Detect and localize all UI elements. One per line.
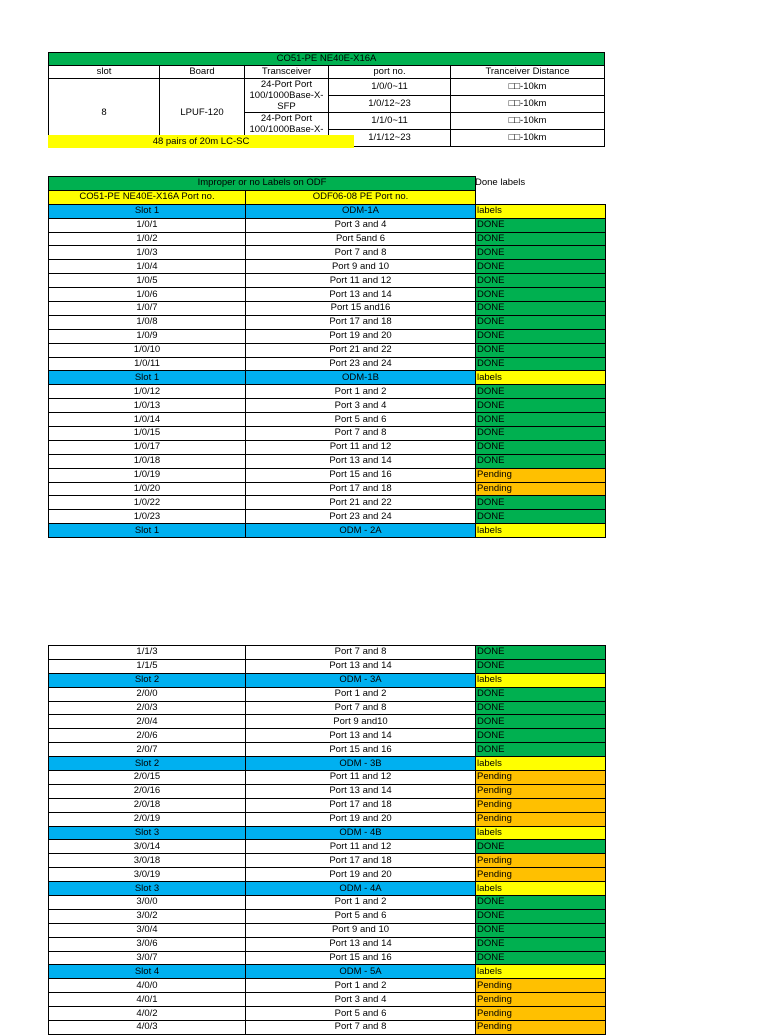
transceiver-value: 24-Port Port 100/1000Base-X- bbox=[245, 113, 329, 147]
port-no-cell: 1/0/2 bbox=[49, 232, 246, 246]
port-no-cell: Slot 1 bbox=[49, 371, 246, 385]
port-no-cell: 1/0/8 bbox=[49, 315, 246, 329]
odf-port-cell: Port 23 and 24 bbox=[246, 357, 476, 371]
status-cell: DONE bbox=[476, 440, 606, 454]
status-cell: DONE bbox=[476, 715, 606, 729]
status-cell: DONE bbox=[476, 510, 606, 524]
status-cell: DONE bbox=[476, 315, 606, 329]
table-row bbox=[49, 923, 606, 937]
table-row bbox=[49, 784, 606, 798]
odf-port-cell: Port 13 and 14 bbox=[246, 659, 476, 673]
odf-port-cell: ODM - 3B bbox=[246, 757, 476, 771]
status-cell: DONE bbox=[476, 923, 606, 937]
table-row bbox=[49, 399, 606, 413]
status-cell: labels bbox=[476, 965, 606, 979]
port-no-cell: Slot 3 bbox=[49, 882, 246, 896]
port-no-cell: 1/0/7 bbox=[49, 302, 246, 316]
table-row bbox=[49, 659, 606, 673]
table-row bbox=[49, 482, 606, 496]
table-row bbox=[49, 1007, 606, 1021]
table-row bbox=[49, 232, 606, 246]
status-cell: labels bbox=[476, 673, 606, 687]
table-row bbox=[49, 315, 606, 329]
done-labels-header: Done labels bbox=[475, 177, 526, 188]
port-no-cell: 1/0/3 bbox=[49, 246, 246, 260]
status-cell: labels bbox=[476, 371, 606, 385]
port-no-cell: 3/0/0 bbox=[49, 896, 246, 910]
pairs-note: 48 pairs of 20m LC-SC bbox=[48, 135, 354, 148]
header-board: Board bbox=[160, 66, 245, 79]
table-row bbox=[49, 329, 606, 343]
header-transceiver: Transceiver bbox=[245, 66, 329, 79]
port-no-cell: 1/0/9 bbox=[49, 329, 246, 343]
table-row bbox=[49, 743, 606, 757]
status-cell: DONE bbox=[476, 454, 606, 468]
port-no-cell: 4/0/3 bbox=[49, 1021, 246, 1035]
port-no-cell: Slot 2 bbox=[49, 757, 246, 771]
slot-value: 8 bbox=[49, 79, 160, 147]
transceiver-table-title: CO51-PE NE40E-X16A bbox=[49, 53, 605, 66]
odf-port-cell: Port 13 and 14 bbox=[246, 288, 476, 302]
status-cell: DONE bbox=[476, 343, 606, 357]
slot-header-row bbox=[49, 673, 606, 687]
port-no-cell: 1/0/14 bbox=[49, 413, 246, 427]
port-no-cell: 3/0/19 bbox=[49, 868, 246, 882]
status-cell: DONE bbox=[476, 288, 606, 302]
table-row bbox=[49, 854, 606, 868]
transceiver-table bbox=[48, 52, 605, 147]
table-row bbox=[49, 510, 606, 524]
slot-header-row bbox=[49, 524, 606, 538]
status-cell: labels bbox=[476, 757, 606, 771]
odf-port-cell: Port 21 and 22 bbox=[246, 496, 476, 510]
status-cell: DONE bbox=[476, 246, 606, 260]
port-no-cell: Slot 1 bbox=[49, 524, 246, 538]
status-cell: Pending bbox=[476, 993, 606, 1007]
port-no-cell: 3/0/6 bbox=[49, 937, 246, 951]
odf-port-cell: Port 5 and 6 bbox=[246, 909, 476, 923]
table-row bbox=[49, 357, 606, 371]
table-row bbox=[49, 951, 606, 965]
header-port-no: port no. bbox=[329, 66, 451, 79]
status-cell: DONE bbox=[476, 232, 606, 246]
slot-header-row bbox=[49, 965, 606, 979]
status-cell: DONE bbox=[476, 302, 606, 316]
status-cell: labels bbox=[476, 826, 606, 840]
odf-port-cell: Port 7 and 8 bbox=[246, 701, 476, 715]
odf-table-title: Improper or no Labels on ODF bbox=[49, 177, 476, 191]
port-no-cell: 2/0/7 bbox=[49, 743, 246, 757]
table-row bbox=[49, 468, 606, 482]
odf-port-cell: Port 11 and 12 bbox=[246, 771, 476, 785]
odf-port-cell: Port 17 and 18 bbox=[246, 798, 476, 812]
odf-port-cell: ODM-1A bbox=[246, 204, 476, 218]
status-cell: Pending bbox=[476, 868, 606, 882]
port-no-cell: 3/0/4 bbox=[49, 923, 246, 937]
port-no-cell: 1/0/13 bbox=[49, 399, 246, 413]
odf-port-cell: Port 9 and 10 bbox=[246, 260, 476, 274]
port-no-cell: 1/0/18 bbox=[49, 454, 246, 468]
status-cell: DONE bbox=[476, 937, 606, 951]
table-row bbox=[49, 260, 606, 274]
port-no-cell: 2/0/18 bbox=[49, 798, 246, 812]
port-no-cell: 1/0/22 bbox=[49, 496, 246, 510]
port-range: 1/0/0~11 bbox=[329, 79, 451, 96]
odf-port-cell: Port 11 and 12 bbox=[246, 440, 476, 454]
port-no-cell: 1/0/20 bbox=[49, 482, 246, 496]
table-row bbox=[49, 715, 606, 729]
status-cell: DONE bbox=[476, 701, 606, 715]
odf-port-cell: Port 13 and 14 bbox=[246, 729, 476, 743]
table-row bbox=[49, 413, 606, 427]
odf-port-cell: Port 19 and 20 bbox=[246, 329, 476, 343]
status-cell: DONE bbox=[476, 357, 606, 371]
status-cell: DONE bbox=[476, 329, 606, 343]
port-no-cell: 2/0/4 bbox=[49, 715, 246, 729]
odf-port-cell: ODM-1B bbox=[246, 371, 476, 385]
status-cell: Pending bbox=[476, 1007, 606, 1021]
odf-label-table bbox=[48, 176, 606, 538]
table-row bbox=[49, 896, 606, 910]
port-no-cell: Slot 4 bbox=[49, 965, 246, 979]
header-distance: Tranceiver Distance bbox=[451, 66, 605, 79]
odf-port-cell: Port 13 and 14 bbox=[246, 937, 476, 951]
table-row bbox=[49, 798, 606, 812]
table-row bbox=[49, 937, 606, 951]
odf-port-cell: Port 17 and 18 bbox=[246, 315, 476, 329]
table-row bbox=[49, 427, 606, 441]
table-row bbox=[49, 812, 606, 826]
status-cell: labels bbox=[476, 204, 606, 218]
port-no-cell: 4/0/2 bbox=[49, 1007, 246, 1021]
table-row bbox=[49, 868, 606, 882]
odf-port-cell: Port 19 and 20 bbox=[246, 868, 476, 882]
odf-port-cell: Port 9 and 10 bbox=[246, 923, 476, 937]
table-row bbox=[49, 302, 606, 316]
table-row bbox=[49, 288, 606, 302]
status-cell: Pending bbox=[476, 798, 606, 812]
odf-port-cell: ODM - 2A bbox=[246, 524, 476, 538]
table-row bbox=[49, 246, 606, 260]
port-no-cell: 1/0/15 bbox=[49, 427, 246, 441]
table-row bbox=[49, 440, 606, 454]
odf-port-cell: Port 13 and 14 bbox=[246, 454, 476, 468]
odf-port-cell: Port 1 and 2 bbox=[246, 385, 476, 399]
table-row bbox=[49, 1021, 606, 1035]
port-no-cell: 3/0/2 bbox=[49, 909, 246, 923]
port-no-cell: Slot 2 bbox=[49, 673, 246, 687]
table-row bbox=[49, 496, 606, 510]
odf-port-cell: Port 3 and 4 bbox=[246, 993, 476, 1007]
status-cell: DONE bbox=[476, 385, 606, 399]
port-no-cell: 1/0/12 bbox=[49, 385, 246, 399]
table-row bbox=[49, 385, 606, 399]
table-row bbox=[49, 729, 606, 743]
status-cell: DONE bbox=[476, 896, 606, 910]
status-cell: DONE bbox=[476, 687, 606, 701]
status-cell: DONE bbox=[476, 646, 606, 660]
board-value: LPUF-120 bbox=[160, 79, 245, 147]
distance-value: □□-10km bbox=[451, 113, 605, 130]
status-cell: Pending bbox=[476, 854, 606, 868]
port-no-cell: 4/0/1 bbox=[49, 993, 246, 1007]
status-cell: DONE bbox=[476, 496, 606, 510]
odf-port-cell: Port 11 and 12 bbox=[246, 840, 476, 854]
status-cell: DONE bbox=[476, 218, 606, 232]
port-no-cell: 2/0/16 bbox=[49, 784, 246, 798]
odf-port-cell: Port 15 and 16 bbox=[246, 951, 476, 965]
port-no-cell: 3/0/18 bbox=[49, 854, 246, 868]
port-range: 1/1/0~11 bbox=[329, 113, 451, 130]
slot-header-row bbox=[49, 826, 606, 840]
port-no-cell: 2/0/3 bbox=[49, 701, 246, 715]
odf-port-cell: Port 1 and 2 bbox=[246, 896, 476, 910]
odf-port-cell: ODM - 3A bbox=[246, 673, 476, 687]
slot-header-row bbox=[49, 882, 606, 896]
slot-header-row bbox=[49, 204, 606, 218]
port-no-cell: 2/0/6 bbox=[49, 729, 246, 743]
status-cell: DONE bbox=[476, 743, 606, 757]
table-row bbox=[49, 979, 606, 993]
port-no-cell: 1/0/4 bbox=[49, 260, 246, 274]
status-cell: Pending bbox=[476, 979, 606, 993]
odf-label-table-2 bbox=[48, 645, 606, 1035]
port-no-cell: 2/0/15 bbox=[49, 771, 246, 785]
odf-port-cell: Port 19 and 20 bbox=[246, 812, 476, 826]
slot-header-row bbox=[49, 371, 606, 385]
status-cell: Pending bbox=[476, 812, 606, 826]
status-cell: Pending bbox=[476, 482, 606, 496]
odf-port-cell: Port 5 and 6 bbox=[246, 1007, 476, 1021]
table-row bbox=[49, 687, 606, 701]
status-cell: DONE bbox=[476, 399, 606, 413]
status-cell: DONE bbox=[476, 729, 606, 743]
odf-port-cell: Port 23 and 24 bbox=[246, 510, 476, 524]
odf-port-cell: Port 1 and 2 bbox=[246, 687, 476, 701]
port-no-cell: 4/0/0 bbox=[49, 979, 246, 993]
status-cell: Pending bbox=[476, 784, 606, 798]
table-row bbox=[49, 993, 606, 1007]
odf-port-cell: Port 7 and 8 bbox=[246, 246, 476, 260]
table-row bbox=[49, 218, 606, 232]
port-range: 1/0/12~23 bbox=[329, 96, 451, 113]
port-no-cell: 1/0/10 bbox=[49, 343, 246, 357]
odf-port-cell: Port 3 and 4 bbox=[246, 218, 476, 232]
port-no-cell: 1/0/5 bbox=[49, 274, 246, 288]
port-no-cell: 1/1/3 bbox=[49, 646, 246, 660]
header-slot: slot bbox=[49, 66, 160, 79]
odf-port-cell: Port 7 and 8 bbox=[246, 427, 476, 441]
status-cell: DONE bbox=[476, 659, 606, 673]
odf-port-cell: Port 5and 6 bbox=[246, 232, 476, 246]
status-cell: Pending bbox=[476, 468, 606, 482]
distance-value: □□-10km bbox=[451, 96, 605, 113]
port-no-cell: Slot 1 bbox=[49, 204, 246, 218]
odf-port-cell: Port 17 and 18 bbox=[246, 482, 476, 496]
table-row bbox=[49, 701, 606, 715]
status-cell: DONE bbox=[476, 427, 606, 441]
status-cell: DONE bbox=[476, 413, 606, 427]
odf-port-cell: Port 5 and 6 bbox=[246, 413, 476, 427]
distance-value: □□-10km bbox=[451, 79, 605, 96]
port-no-cell: 1/0/1 bbox=[49, 218, 246, 232]
port-no-cell: 1/0/23 bbox=[49, 510, 246, 524]
odf-port-cell: ODM - 4B bbox=[246, 826, 476, 840]
odf-port-cell: Port 7 and 8 bbox=[246, 1021, 476, 1035]
status-cell: DONE bbox=[476, 909, 606, 923]
port-no-cell: 1/0/6 bbox=[49, 288, 246, 302]
status-cell: labels bbox=[476, 524, 606, 538]
port-no-cell: 1/0/19 bbox=[49, 468, 246, 482]
port-no-cell: 1/1/5 bbox=[49, 659, 246, 673]
odf-port-cell: Port 7 and 8 bbox=[246, 646, 476, 660]
status-cell: DONE bbox=[476, 274, 606, 288]
odf-port-cell: Port 17 and 18 bbox=[246, 854, 476, 868]
port-no-cell: 3/0/7 bbox=[49, 951, 246, 965]
port-no-cell: Slot 3 bbox=[49, 826, 246, 840]
slot-header-row bbox=[49, 757, 606, 771]
port-no-cell: 1/0/17 bbox=[49, 440, 246, 454]
port-no-cell: 2/0/0 bbox=[49, 687, 246, 701]
odf-port-cell: Port 1 and 2 bbox=[246, 979, 476, 993]
status-cell: DONE bbox=[476, 951, 606, 965]
status-cell: Pending bbox=[476, 1021, 606, 1035]
table-row bbox=[49, 771, 606, 785]
status-cell: labels bbox=[476, 882, 606, 896]
odf-port-cell: Port 13 and 14 bbox=[246, 784, 476, 798]
odf-col-odf-port: ODF06-08 PE Port no. bbox=[246, 190, 476, 204]
odf-port-cell: Port 15 and 16 bbox=[246, 743, 476, 757]
port-no-cell: 3/0/14 bbox=[49, 840, 246, 854]
transceiver-value: 24-Port Port 100/1000Base-X-SFP bbox=[245, 79, 329, 113]
odf-col-port: CO51-PE NE40E-X16A Port no. bbox=[49, 190, 246, 204]
table-row bbox=[49, 274, 606, 288]
status-cell: DONE bbox=[476, 840, 606, 854]
table-row bbox=[49, 909, 606, 923]
distance-value: □□-10km bbox=[451, 130, 605, 147]
table-row bbox=[49, 454, 606, 468]
table-row bbox=[49, 646, 606, 660]
table-row bbox=[49, 343, 606, 357]
odf-port-cell: Port 3 and 4 bbox=[246, 399, 476, 413]
table-row bbox=[49, 840, 606, 854]
odf-port-cell: Port 15 and 16 bbox=[246, 468, 476, 482]
port-no-cell: 2/0/19 bbox=[49, 812, 246, 826]
odf-port-cell: Port 21 and 22 bbox=[246, 343, 476, 357]
odf-port-cell: ODM - 5A bbox=[246, 965, 476, 979]
odf-port-cell: Port 11 and 12 bbox=[246, 274, 476, 288]
odf-port-cell: Port 9 and10 bbox=[246, 715, 476, 729]
odf-port-cell: ODM - 4A bbox=[246, 882, 476, 896]
port-no-cell: 1/0/11 bbox=[49, 357, 246, 371]
port-range: 1/1/12~23 bbox=[329, 130, 451, 147]
odf-port-cell: Port 15 and16 bbox=[246, 302, 476, 316]
status-cell: DONE bbox=[476, 260, 606, 274]
status-cell: Pending bbox=[476, 771, 606, 785]
